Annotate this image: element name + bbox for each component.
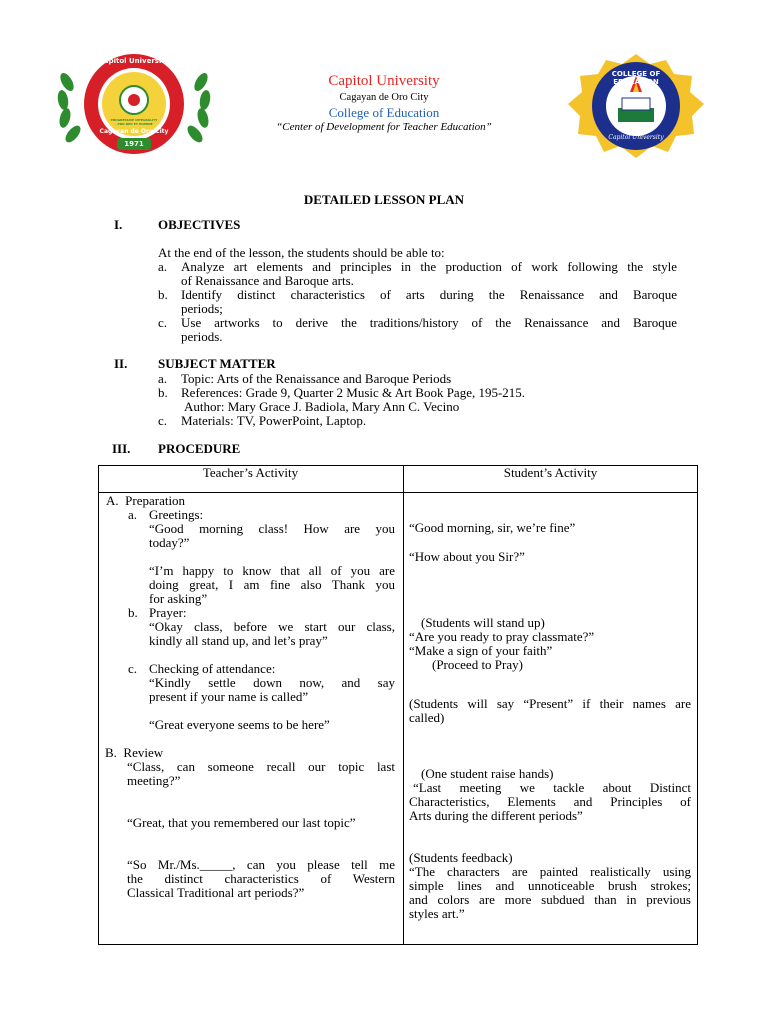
student-present-line2: called) — [409, 710, 445, 725]
student-sign-of-faith: “Make a sign of your faith” — [409, 643, 553, 658]
subject-author: Author: Mary Grace J. Badiola, Mary Ann C. Vecino — [184, 399, 460, 414]
student-ready-to-pray: “Are you ready to pray classmate?” — [409, 629, 595, 644]
seal-ring-top-text: Capitol University — [98, 57, 170, 65]
teacher-remembered: “Great, that you remembered our last topic” — [127, 815, 356, 830]
attendance-heading: Checking of attendance: — [149, 661, 276, 676]
objective-c-line2: periods. — [181, 329, 223, 344]
student-how-about-you: “How about you Sir?” — [409, 549, 525, 564]
teacher-attendance-line1: “Kindly settle down now, and say — [149, 675, 395, 690]
college-motto: “Center of Development for Teacher Education” — [276, 121, 492, 133]
procedure-number: III. — [112, 441, 131, 456]
student-last-meeting-line3: Arts during the different periods” — [409, 808, 583, 823]
subject-materials: Materials: TV, PowerPoint, Laptop. — [181, 413, 367, 428]
subject-references-letter: b. — [158, 385, 168, 400]
student-present-line1: (Students will say “Present” if their names are — [409, 696, 691, 711]
subject-topic-letter: a. — [158, 371, 168, 386]
coe-seal-ring-bottom-text: Capitol University — [608, 134, 664, 141]
teacher-question-line2: the distinct characteristics of Western — [127, 871, 395, 886]
student-feedback-line1: “The characters are painted realistically using — [409, 864, 691, 879]
review-heading: B. Review — [105, 745, 164, 760]
seal-year: 1971 — [124, 140, 144, 148]
greetings-letter: a. — [128, 507, 138, 522]
student-feedback-line2: simple lines and unnoticeable brush strokes; — [409, 878, 691, 893]
teacher-prayer-line2: kindly all stand up, and let’s pray” — [149, 633, 328, 648]
student-last-meeting-line2: Characteristics, Elements and Principles of — [409, 794, 691, 809]
teacher-question-line1: “So Mr./Ms._____, can you please tell me — [127, 857, 395, 872]
teacher-happy-line3: for asking” — [149, 591, 208, 606]
objective-a-letter: a. — [158, 259, 168, 274]
university-city: Cagayan de Oro City — [339, 92, 429, 103]
college-of-education-seal — [566, 54, 706, 158]
subject-matter-heading: SUBJECT MATTER — [158, 356, 276, 371]
objective-b-line2: periods; — [181, 301, 223, 316]
seal-inner-text: PROGRESSIVE INTEGRALITY · PRO DEO ET HOMINE — [110, 118, 158, 126]
teacher-question-line3: Classical Traditional art periods?” — [127, 885, 305, 900]
procedure-heading: PROCEDURE — [158, 441, 241, 456]
student-raise-hands: (One student raise hands) — [421, 766, 554, 781]
teacher-great-everyone: “Great everyone seems to be here” — [149, 717, 330, 732]
teacher-review-line2: meeting?” — [127, 773, 181, 788]
teacher-greeting-line1: “Good morning class! How are you — [149, 521, 395, 536]
objectives-heading: OBJECTIVES — [158, 217, 241, 232]
teacher-prayer-line1: “Okay class, before we start our class, — [149, 619, 395, 634]
student-feedback-line3: and colors are more subdued than in previous — [409, 892, 691, 907]
objective-b-letter: b. — [158, 287, 168, 302]
objective-a-line1: Analyze art elements and principles in the production of work following the style — [181, 259, 677, 274]
student-feedback-line4: styles art.” — [409, 906, 465, 921]
teacher-happy-line1: “I’m happy to know that all of you are — [149, 563, 395, 578]
seal-ring-bottom-text: Cagayan de Oro City — [99, 128, 169, 135]
student-stand-up: (Students will stand up) — [421, 615, 545, 630]
objective-b-line1: Identify distinct characteristics of arts during the Renaissance and Baroque — [181, 287, 677, 302]
subject-references: References: Grade 9, Quarter 2 Music & Art Book Page, 195-215. — [181, 385, 526, 400]
teacher-review-line1: “Class, can someone recall our topic last — [127, 759, 395, 774]
student-activity-header: Student’s Activity — [503, 465, 598, 480]
objectives-number: I. — [114, 217, 123, 232]
objective-c-letter: c. — [158, 315, 168, 330]
university-name: Capitol University — [328, 73, 440, 89]
table-column-divider — [403, 465, 404, 945]
teacher-greeting-line2: today?” — [149, 535, 190, 550]
college-name: College of Education — [328, 105, 440, 120]
student-last-meeting-line1: “Last meeting we tackle about Distinct — [413, 780, 691, 795]
teacher-activity-header: Teacher’s Activity — [202, 465, 299, 480]
prayer-letter: b. — [128, 605, 138, 620]
student-greeting-reply: “Good morning, sir, we’re fine” — [409, 520, 576, 535]
preparation-heading: A. Preparation — [106, 493, 186, 508]
teacher-attendance-line2: present if your name is called” — [149, 689, 309, 704]
objectives-intro: At the end of the lesson, the students should be able to: — [158, 245, 445, 260]
objective-c-line1: Use artworks to derive the traditions/history of the Renaissance and Baroque — [181, 315, 677, 330]
prayer-heading: Prayer: — [149, 605, 187, 620]
subject-matter-number: II. — [114, 356, 128, 371]
subject-topic: Topic: Arts of the Renaissance and Baroque Periods — [181, 371, 452, 386]
table-header-divider — [98, 492, 698, 493]
document-title: DETAILED LESSON PLAN — [303, 192, 465, 207]
student-proceed-to-pray: (Proceed to Pray) — [432, 657, 523, 672]
coe-seal-ring-top-text: COLLEGE OF EDUCATION — [611, 70, 661, 86]
objective-a-line2: of Renaissance and Baroque arts. — [181, 273, 354, 288]
teacher-happy-line2: doing great, I am fine also Thank you — [149, 577, 395, 592]
subject-materials-letter: c. — [158, 413, 168, 428]
greetings-heading: Greetings: — [149, 507, 204, 522]
attendance-letter: c. — [128, 661, 138, 676]
student-feedback-label: (Students feedback) — [409, 850, 513, 865]
